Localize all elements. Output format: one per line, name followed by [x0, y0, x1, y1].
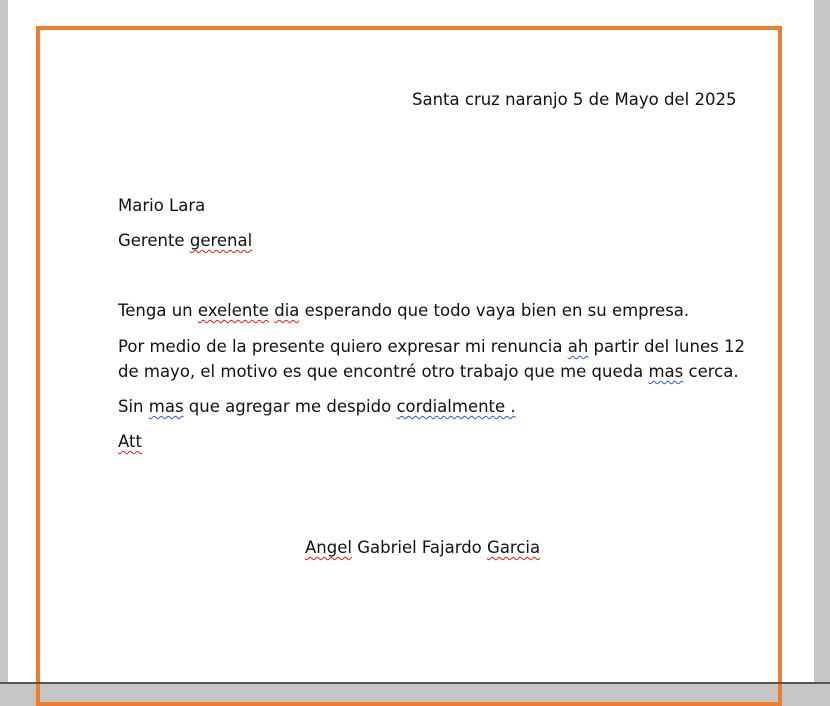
grammar-flagged-word[interactable]: cordialmente .	[396, 397, 516, 416]
misspelled-word[interactable]: gerenal	[189, 231, 253, 250]
body-paragraph-line1	[118, 334, 745, 359]
text-run: Tenga un	[118, 301, 198, 320]
text-run: de mayo, el motivo es que encontré otro trabajo que me queda	[118, 362, 649, 381]
grammar-flagged-word[interactable]: mas	[148, 397, 184, 416]
misspelled-word[interactable]: Garcia	[487, 538, 541, 557]
recipient-name	[118, 193, 205, 218]
misspelled-word[interactable]: Att	[118, 432, 142, 451]
text-run: Sin	[118, 397, 149, 416]
date-text: Santa cruz naranjo 5 de Mayo del 2025	[412, 90, 737, 109]
document-page	[8, 0, 814, 684]
misspelled-word[interactable]: exelente	[197, 301, 269, 320]
text-run: esperando que todo vaya bien en su empresa.	[299, 301, 690, 320]
misspelled-word[interactable]: Angel	[305, 538, 352, 557]
misspelled-word[interactable]: dia	[274, 301, 300, 320]
greeting-paragraph	[118, 298, 689, 323]
signature-line	[305, 535, 540, 560]
grammar-flagged-word[interactable]: mas	[648, 362, 684, 381]
recipient-name-text: Mario Lara	[118, 196, 206, 215]
grammar-flagged-word[interactable]: ah	[567, 337, 589, 356]
date-line	[412, 87, 736, 112]
text-run: cerca.	[683, 362, 739, 381]
text-run: que agregar me despido	[183, 397, 397, 416]
att-line	[118, 429, 142, 454]
closing-paragraph	[118, 394, 516, 419]
recipient-title	[118, 228, 252, 253]
text-run: Por medio de la presente quiero expresar mi renuncia	[118, 337, 568, 356]
text-run: Gabriel Fajardo	[351, 538, 488, 557]
recipient-title-prefix: Gerente	[118, 231, 190, 250]
text-run: partir del lunes 12	[588, 337, 745, 356]
body-paragraph-line2	[118, 359, 739, 384]
